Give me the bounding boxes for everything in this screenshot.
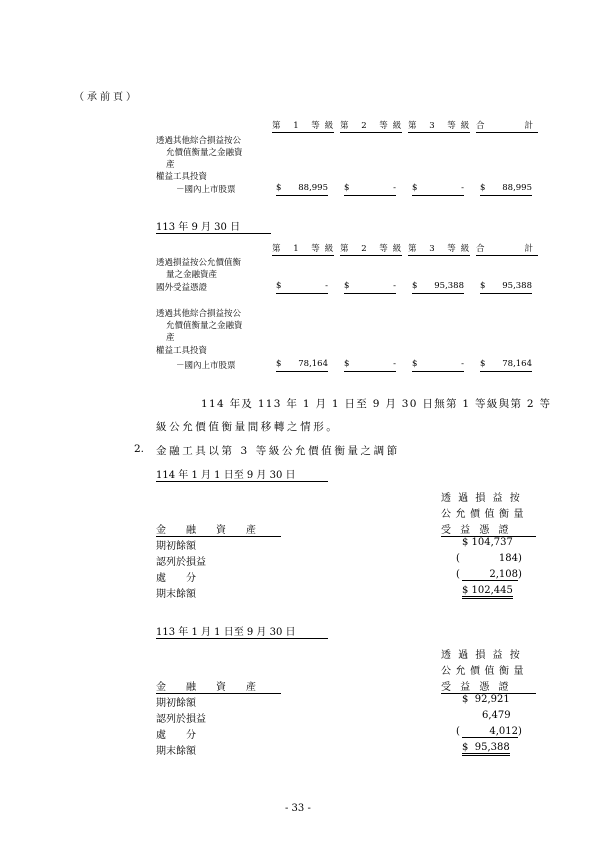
recon1-date: 114 年 1 月 1 日至 9 月 30 日 <box>156 466 328 482</box>
recon1-row-disposal-close: ) <box>518 569 522 580</box>
section-2-title: 金融工具以第 3 等級公允價值衡量之調節 <box>156 445 400 457</box>
t1-cell-level2: $ - <box>344 183 396 196</box>
recon1-row-pl-close: ) <box>518 553 522 564</box>
t1-row-equity: 權益工具投資 <box>156 172 208 182</box>
t1-row-label-1: 透過其他綜合損益按公 <box>156 136 242 146</box>
paragraph-line-2: 級公允價值衡量間移轉之情形。 <box>156 421 340 433</box>
recon1-row-disposal-value: ( 2,108 <box>456 569 518 580</box>
recon2-row-opening-label: 期初餘額 <box>156 698 196 709</box>
t1-header-total: 合 計 <box>476 121 538 131</box>
t1-row-label-3: 產 <box>166 160 175 170</box>
recon1-row-disposal-label: 處 分 <box>156 573 196 584</box>
recon2-row-opening-value: $ 92,921 <box>462 694 510 705</box>
t1-row-label-2: 允價值衡量之金融資 <box>166 148 243 158</box>
section-2-number: 2. <box>134 443 145 455</box>
t2-header-total: 合 計 <box>476 244 538 254</box>
recon2-col-header-3: 受 益 憑 證 <box>441 678 536 694</box>
t1-cell-level1: $ 88,995 <box>276 183 328 196</box>
recon2-col-header-2: 公允價值衡量 <box>441 666 528 677</box>
recon1-row-opening-value: $ 104,737 <box>462 537 513 548</box>
t1-header-level1: 第 1 等級 <box>272 121 339 131</box>
t2-foreign-level2: $ - <box>344 281 396 294</box>
t2-oci-label-2: 允價值衡量之金融資 <box>166 321 243 331</box>
t1-header-level2: 第 2 等級 <box>340 121 407 131</box>
t2-foreign-label: 國外受益憑證 <box>156 283 208 293</box>
paragraph-line-1: 114 年及 113 年 1 月 1 日至 9 月 30 日無第 1 等級與第 2 等 <box>201 398 552 410</box>
recon2-row-disposal-value: ( 4,012 <box>456 726 518 737</box>
t2-oci-label-1: 透過其他綜合損益按公 <box>156 309 242 319</box>
t2-header-level2: 第 2 等級 <box>340 244 407 254</box>
recon1-col-header-2: 公允價值衡量 <box>441 509 528 520</box>
t2-stock-total: $ 78,164 <box>480 359 532 372</box>
recon2-col-header-1: 透 過 損 益 按 <box>441 650 522 661</box>
recon1-row-closing-label: 期末餘額 <box>156 589 196 600</box>
t2-fvtpl-label-2: 量之金融資產 <box>166 270 218 280</box>
t2-foreign-level3: $ 95,388 <box>412 281 464 294</box>
continued-label: （承前頁） <box>74 92 139 103</box>
recon2-row-pl-label: 認列於損益 <box>156 714 206 725</box>
recon1-asset-label: 金 融 資 產 <box>156 521 281 537</box>
recon2-row-disposal-close: ) <box>518 726 522 737</box>
t2-stock-level1: $ 78,164 <box>276 359 328 372</box>
page-number: - 33 - <box>285 803 311 814</box>
recon2-row-closing-value: $ 95,388 <box>462 742 510 756</box>
recon1-row-pl-value: ( 184 <box>456 553 518 564</box>
t2-stock-level3: $ - <box>412 359 464 372</box>
t1-row-stock: －國內上市股票 <box>176 185 236 195</box>
t2-date: 113 年 9 月 30 日 <box>156 218 271 234</box>
recon2-row-pl-value: 6,479 <box>482 710 511 721</box>
recon1-row-closing-value: $ 102,445 <box>462 585 513 599</box>
t2-header-level3: 第 3 等級 <box>408 244 475 254</box>
t2-oci-label-3: 產 <box>166 333 175 343</box>
recon2-row-disposal-label: 處 分 <box>156 730 196 741</box>
t2-header-level1: 第 1 等級 <box>272 244 339 254</box>
recon1-row-pl-label: 認列於損益 <box>156 557 206 568</box>
recon1-row-opening-label: 期初餘額 <box>156 541 196 552</box>
t1-header-level3: 第 3 等級 <box>408 121 475 131</box>
t2-foreign-level1: $ - <box>276 281 328 294</box>
recon1-col-header-1: 透 過 損 益 按 <box>441 493 522 504</box>
t2-stock-level2: $ - <box>344 359 396 372</box>
t1-cell-total: $ 88,995 <box>480 183 532 196</box>
t2-stock-label: －國內上市股票 <box>176 361 236 371</box>
recon2-asset-label: 金 融 資 產 <box>156 678 281 694</box>
t2-foreign-total: $ 95,388 <box>480 281 532 294</box>
recon2-row-closing-label: 期末餘額 <box>156 746 196 757</box>
t2-fvtpl-label-1: 透過損益按公允價值衡 <box>156 258 242 268</box>
t2-equity-label: 權益工具投資 <box>156 346 208 356</box>
recon2-date: 113 年 1 月 1 日至 9 月 30 日 <box>156 623 328 639</box>
t1-cell-level3: $ - <box>412 183 464 196</box>
recon1-col-header-3: 受 益 憑 證 <box>441 521 536 537</box>
